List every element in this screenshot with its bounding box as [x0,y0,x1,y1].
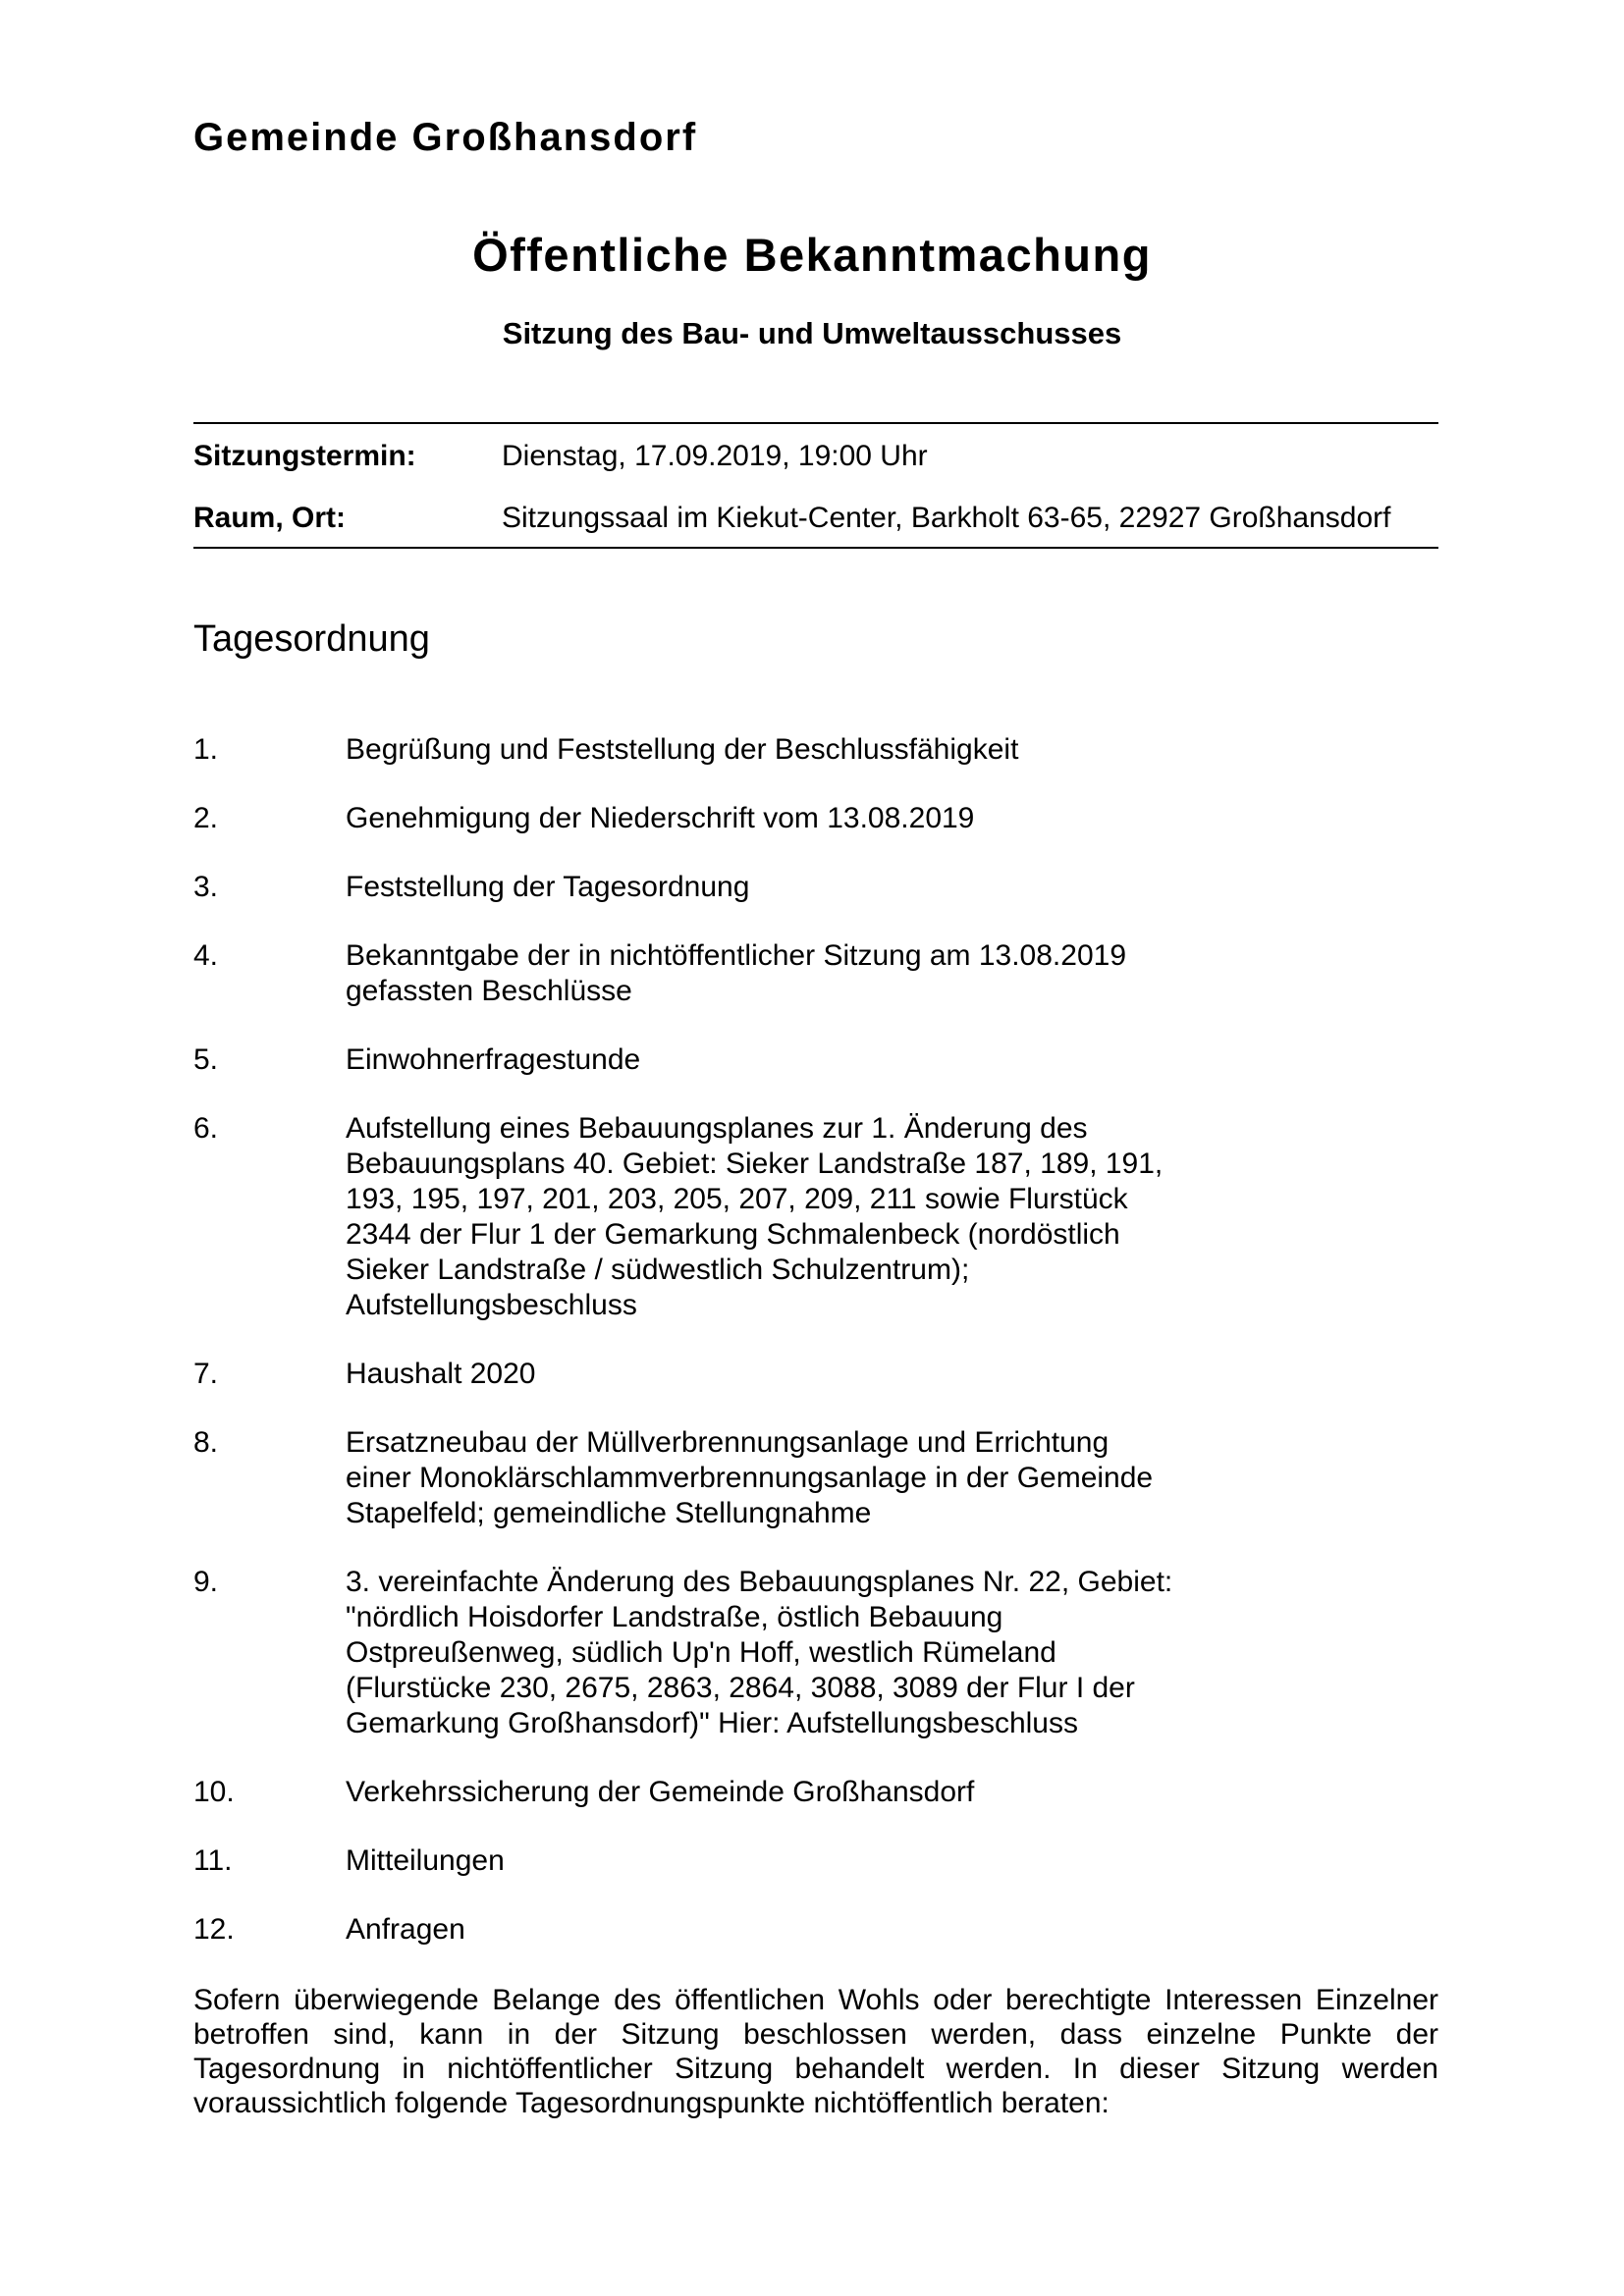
page-subtitle: Sitzung des Bau- und Umweltausschusses [502,316,1122,350]
meeting-place-value: Sitzungssaal im Kiekut-Center, Barkholt 63-65, 22927 Großhansdorf [502,502,1391,534]
agenda-item-text: Ersatzneubau der Müllverbrennungsanlage und Errichtung einer Monoklärschlammverbrennungsanlage in der Gemeinde Stapelfeld; gemeindliche Stellungnahme [346,1426,1154,1529]
agenda-item-text: Einwohnerfragestunde [346,1043,641,1076]
agenda-list [193,732,1438,1981]
agenda-item-11 [193,1843,1438,1879]
agenda-item-number: 11. [193,1844,233,1877]
agenda-item-text: Genehmigung der Niederschrift vom 13.08.2019 [346,802,975,834]
agenda-item-12 [193,1912,1438,1948]
agenda-item-text: Aufstellung eines Bebauungsplanes zur 1. Änderung des Bebauungsplans 40. Gebiet: Sieker Landstraße 187, 189, 191, 193, 195, 197, 201, 203, 205, 207, 209, 211 sowie Flurstück 2344 der Flur 1 der Gemarkung Schmalenbeck (nordöstlich Sieker Landstraße / südwestlich Schulzentrum); Aufstellungsbeschluss [346,1112,1164,1321]
agenda-item-number: 9. [193,1566,219,1598]
agenda-item-6 [193,1111,1438,1323]
agenda-item-text: Mitteilungen [346,1844,505,1877]
agenda-item-2 [193,801,1438,836]
agenda-item-7 [193,1357,1438,1392]
agenda-item-5 [193,1042,1438,1078]
meeting-date-label: Sitzungstermin: [193,440,416,472]
agenda-item-text: Feststellung der Tagesordnung [346,871,750,903]
agenda-item-text: Verkehrssicherung der Gemeinde Großhansdorf [346,1776,975,1808]
closing-paragraph: Sofern überwiegende Belange des öffentlichen Wohls oder berechtigte Interessen Einzelner betroffen sind, kann in der Sitzung beschlossen werden, dass einzelne Punkte der Tagesordnung in nichtöffentlicher Sitzung behandelt werden. In dieser Sitzung werden voraussichtlich folgende Tagesordnungspunkte nichtöffentlich beraten: [193,1984,1438,2119]
meeting-date-value: Dienstag, 17.09.2019, 19:00 Uhr [502,440,928,472]
agenda-item-4 [193,938,1438,1009]
agenda-item-number: 8. [193,1426,219,1459]
agenda-item-text: Bekanntgabe der in nichtöffentlicher Sitzung am 13.08.2019 gefassten Beschlüsse [346,939,1126,1007]
agenda-item-number: 10. [193,1776,235,1808]
agenda-item-text: Begrüßung und Feststellung der Beschlussfähigkeit [346,733,1019,766]
agenda-item-number: 1. [193,733,219,766]
divider-top [193,422,1438,424]
agenda-heading: Tagesordnung [193,618,430,660]
municipality-name: Gemeinde Großhansdorf [193,116,698,159]
divider-bottom [193,547,1438,549]
page-title: Öffentliche Bekanntmachung [472,229,1152,281]
agenda-item-number: 4. [193,939,219,972]
agenda-item-number: 7. [193,1358,219,1390]
agenda-item-text: Haushalt 2020 [346,1358,536,1390]
agenda-item-number: 3. [193,871,219,903]
agenda-item-number: 6. [193,1112,219,1145]
agenda-item-9 [193,1565,1438,1741]
agenda-item-number: 2. [193,802,219,834]
agenda-item-text: Anfragen [346,1913,465,1946]
agenda-item-number: 12. [193,1913,235,1946]
agenda-item-number: 5. [193,1043,219,1076]
meeting-place-label: Raum, Ort: [193,502,347,534]
agenda-item-text: 3. vereinfachte Änderung des Bebauungsplanes Nr. 22, Gebiet: "nördlich Hoisdorfer Landstraße, östlich Bebauung Ostpreußenweg, südlich Up'n Hoff, westlich Rümeland (Flurstücke 230, 2675, 2863, 2864, 3088, 3089 der Flur I der Gemarkung Großhansdorf)" Hier: Aufstellungsbeschluss [346,1566,1173,1739]
agenda-item-1 [193,732,1438,768]
agenda-item-8 [193,1425,1438,1531]
agenda-item-10 [193,1775,1438,1810]
agenda-item-3 [193,870,1438,905]
